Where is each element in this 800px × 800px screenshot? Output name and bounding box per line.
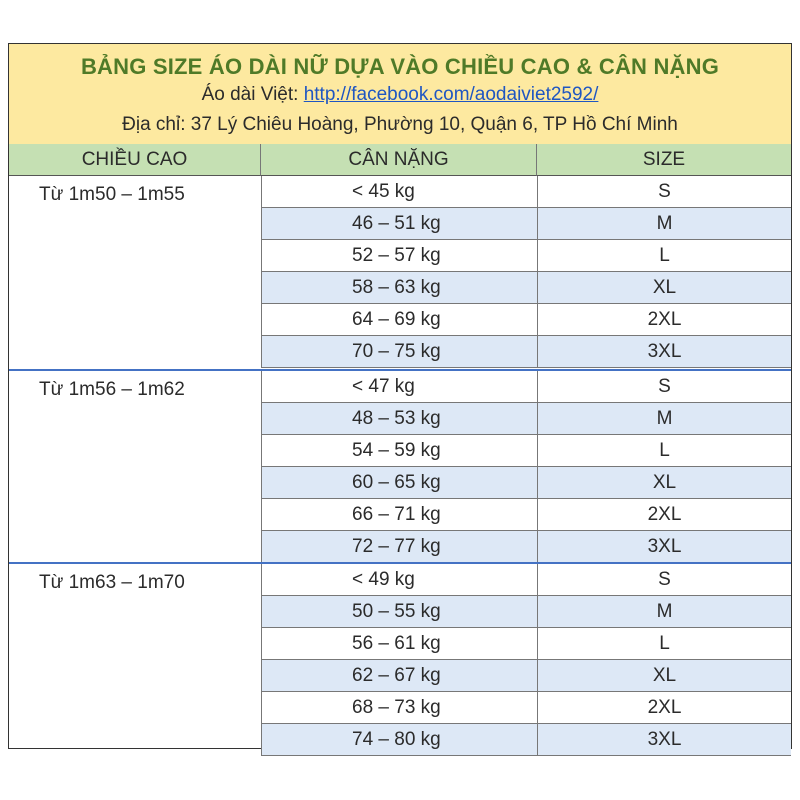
table-row	[261, 724, 791, 756]
weight-cell: 56 – 61 kg	[261, 628, 537, 660]
weight-cell: 48 – 53 kg	[261, 403, 537, 435]
size-cell: 3XL	[537, 724, 791, 756]
size-cell: XL	[537, 660, 791, 692]
column-header-size: SIZE	[537, 144, 791, 176]
weight-cell: 68 – 73 kg	[261, 692, 537, 724]
table-row	[261, 304, 791, 336]
height-range-cell	[9, 176, 261, 369]
weight-cell: 64 – 69 kg	[261, 304, 537, 336]
chart-title: BẢNG SIZE ÁO DÀI NỮ DỰA VÀO CHIỀU CAO & CÂN NẶNG	[80, 54, 720, 79]
size-cell: M	[537, 596, 791, 628]
table-row	[261, 272, 791, 304]
height-range-label: Từ 1m56 – 1m62	[39, 379, 185, 400]
table-row	[261, 208, 791, 240]
height-group	[9, 369, 791, 564]
size-cell: L	[537, 435, 791, 467]
table-row	[261, 660, 791, 692]
weight-cell: 52 – 57 kg	[261, 240, 537, 272]
height-group	[9, 562, 791, 757]
weight-cell: < 47 kg	[261, 371, 537, 403]
height-range-label: Từ 1m63 – 1m70	[39, 572, 185, 593]
table-row	[261, 403, 791, 435]
weight-cell: < 49 kg	[261, 564, 537, 596]
weight-cell: 58 – 63 kg	[261, 272, 537, 304]
table-row	[261, 435, 791, 467]
table-row	[261, 371, 791, 403]
size-chart-table	[8, 43, 792, 749]
weight-cell: < 45 kg	[261, 176, 537, 208]
height-range-label: Từ 1m50 – 1m55	[39, 184, 185, 205]
weight-cell: 46 – 51 kg	[261, 208, 537, 240]
table-row	[261, 240, 791, 272]
size-cell: S	[537, 371, 791, 403]
table-row	[261, 596, 791, 628]
table-row	[261, 564, 791, 596]
brand-line	[9, 84, 791, 106]
table-row	[261, 692, 791, 724]
size-cell: M	[537, 403, 791, 435]
height-range-cell	[9, 564, 261, 757]
size-cell: M	[537, 208, 791, 240]
size-cell: 2XL	[537, 692, 791, 724]
weight-cell: 62 – 67 kg	[261, 660, 537, 692]
column-header-weight: CÂN NẶNG	[261, 144, 537, 176]
size-cell: XL	[537, 272, 791, 304]
size-cell: S	[537, 176, 791, 208]
weight-cell: 70 – 75 kg	[261, 336, 537, 368]
size-cell: 2XL	[537, 304, 791, 336]
table-row	[261, 467, 791, 499]
weight-cell: 60 – 65 kg	[261, 467, 537, 499]
table-row	[261, 628, 791, 660]
table-header	[9, 44, 791, 145]
column-header-height: CHIỀU CAO	[9, 144, 261, 176]
table-row	[261, 336, 791, 368]
weight-cell: 74 – 80 kg	[261, 724, 537, 756]
size-cell: 2XL	[537, 499, 791, 531]
table-row	[261, 499, 791, 531]
facebook-link[interactable]: http://facebook.com/aodaiviet2592/	[303, 84, 599, 105]
size-cell: S	[537, 564, 791, 596]
height-range-cell	[9, 371, 261, 564]
height-group	[9, 176, 791, 369]
shop-address: Địa chỉ: 37 Lý Chiêu Hoàng, Phường 10, Quận 6, TP Hồ Chí Minh	[122, 114, 678, 135]
size-cell: 3XL	[537, 531, 791, 563]
size-cell: L	[537, 240, 791, 272]
table-row	[261, 176, 791, 208]
size-cell: XL	[537, 467, 791, 499]
size-cell: L	[537, 628, 791, 660]
weight-cell: 50 – 55 kg	[261, 596, 537, 628]
weight-cell: 72 – 77 kg	[261, 531, 537, 563]
weight-cell: 54 – 59 kg	[261, 435, 537, 467]
size-cell: 3XL	[537, 336, 791, 368]
table-row	[261, 531, 791, 563]
weight-cell: 66 – 71 kg	[261, 499, 537, 531]
brand-label: Áo dài Việt:	[201, 84, 304, 105]
